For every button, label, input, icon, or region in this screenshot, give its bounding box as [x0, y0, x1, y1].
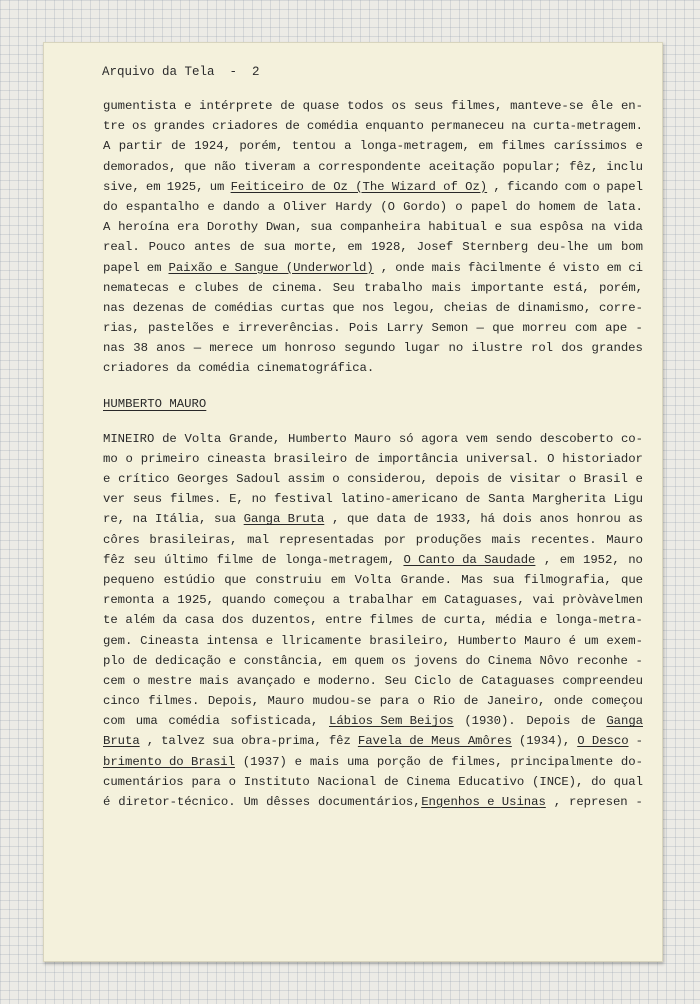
text-line: MINEIRO de Volta Grande, Humberto Mauro só agora vem sendo descoberto co-: [103, 431, 643, 446]
text-line: mo o primeiro cineasta brasileiro de importância universal. O historiador: [103, 451, 643, 466]
text-line: rias, pastelões e irreverências. Pois Larry Semon — que morreu com ape -: [103, 321, 643, 336]
text-line: gumentista e intérprete de quase todos os seus filmes, manteve-se êle en-: [103, 99, 643, 113]
text-line: demorados, que não tiveram a correspondente aceitação popular; fêz, inclu: [103, 159, 643, 174]
text-line: cumentários para o Instituto Nacional de Cinema Educativo (INCE), do qual: [103, 774, 643, 789]
text-line: cem o mestre mais avançado e moderno. Seu Ciclo de Cataguases compreendeu: [103, 673, 643, 688]
text-line: do espantalho e dando a Oliver Hardy (O Gordo) o papel do homem de lata.: [103, 199, 643, 214]
text-line: A partir de 1924, porém, tentou a longa-metragem, em filmes caríssimos e: [103, 139, 643, 154]
text-line: ver seus filmes. E, no festival latino-americano de Santa Margherita Ligu: [103, 492, 643, 507]
paragraph-larry-semon: [103, 96, 643, 379]
paragraph-humberto-mauro: [103, 429, 643, 813]
section-heading: HUMBERTO MAURO: [103, 396, 207, 411]
text-line: cinco filmes. Depois, Mauro mudou-se para o Rio de Janeiro, onde começou: [103, 694, 643, 709]
text-line: criadores da comédia cinematográfica.: [103, 361, 375, 376]
text-line: A heroína era Dorothy Dwan, sua companheira habitual e sua espôsa na vida: [103, 220, 643, 235]
text-line: te além da casa dos duzentos, entre filmes de curta, média e longa-metra-: [103, 613, 643, 628]
text-line: fêz seu último filme de longa-metragem, O Canto da Saudade , em 1952, no: [103, 552, 643, 567]
text-line: côres brasileiras, mal representadas por produções mais recentes. Mauro: [103, 532, 643, 547]
text-line: nematecas e clubes de cinema. Seu trabalho mais importante está, porém,: [103, 280, 643, 295]
text-line: pequeno estúdio que construiu em Volta Grande. Mas sua filmografia, que: [103, 572, 643, 587]
text-line: papel em Paixão e Sangue (Underworld) , onde mais fàcilmente é visto em ci: [103, 260, 643, 275]
text-line: tre os grandes criadores de comédia enquanto permaneceu na curta-metragem.: [103, 119, 643, 134]
text-line: real. Pouco antes de sua morte, em 1928, Josef Sternberg deu-lhe um bom: [103, 240, 643, 255]
text-line: nas 38 anos — merece um honroso segundo lugar no ilustre rol dos grandes: [103, 341, 643, 356]
text-line: nas dezenas de comédias curtas que nos legou, cheias de dinamismo, corre-: [103, 300, 643, 315]
text-line: remonta a 1925, quando começou a trabalhar em Cataguases, vai pròvàvelmen: [103, 593, 643, 608]
page-body: [103, 96, 643, 812]
text-line: brimento do Brasil (1937) e mais uma porção de filmes, principalmente do-: [103, 754, 643, 769]
page-header: Arquivo da Tela - 2: [102, 65, 260, 79]
typewritten-page: [43, 42, 663, 962]
text-line: e crítico Georges Sadoul assim o considerou, depois de visitar o Brasil e: [103, 472, 643, 486]
text-line: sive, em 1925, um Feiticeiro de Oz (The Wizard of Oz) , ficando com o papel: [103, 179, 643, 194]
text-line: Bruta , talvez sua obra-prima, fêz Favela de Meus Amôres (1934), O Desco -: [103, 734, 643, 749]
text-line: com uma comédia sofisticada, Lábios Sem Beijos (1930). Depois de Ganga: [103, 714, 643, 729]
text-line: é diretor-técnico. Um dêsses documentários, Engenhos e Usinas , represen -: [103, 795, 643, 809]
text-line: plo de dedicação e constância, em quem os jovens do Cinema Nôvo reconhe -: [103, 653, 643, 668]
text-line: gem. Cineasta intensa e llricamente brasileiro, Humberto Mauro é um exem-: [103, 633, 643, 648]
text-line: re, na Itália, sua Ganga Bruta , que data de 1933, há dois anos honrou as: [103, 512, 643, 527]
